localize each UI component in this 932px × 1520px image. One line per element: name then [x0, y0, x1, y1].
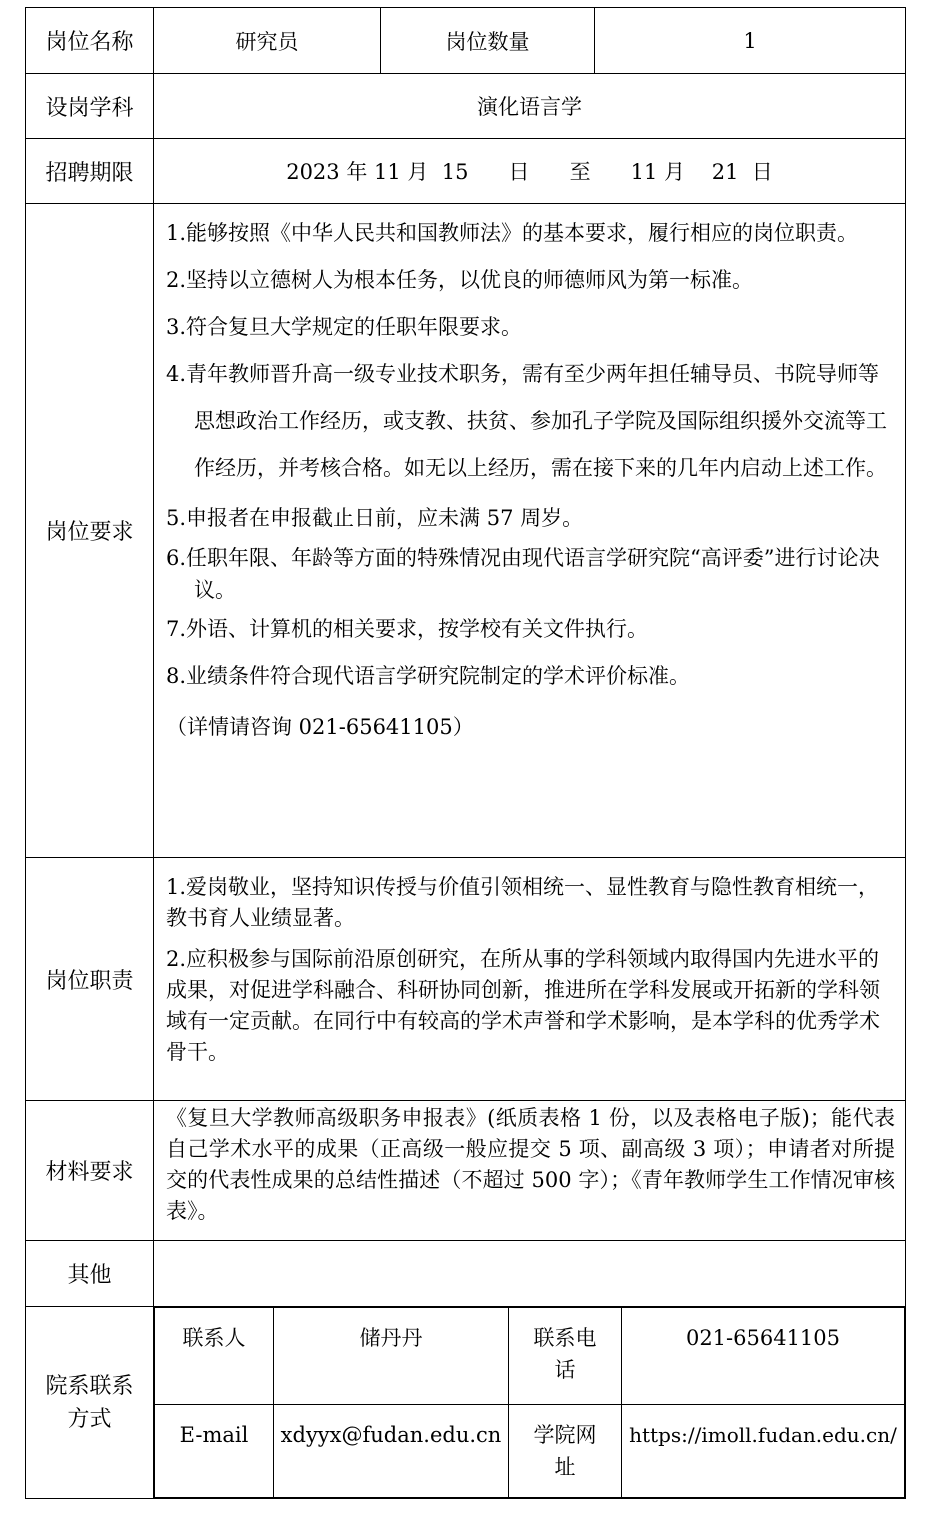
other-label: 其他 [26, 1241, 154, 1307]
contact-phone-label [509, 1308, 622, 1405]
requirement-item: 4.青年教师晋升高一级专业技术职务，需有至少两年担任辅导员、书院导师等思想政治工作经历，或支教、扶贫、参加孔子学院及国际组织援外交流等工作经历，并考核合格。如无以上经历，需在接下来的几年内启动上述工作。 [166, 362, 887, 480]
materials-label: 材料要求 [26, 1101, 154, 1241]
requirements-cell [154, 204, 906, 858]
requirement-item: 8.业绩条件符合现代语言学研究院制定的学术评价标准。 [166, 664, 691, 688]
materials-cell [154, 1101, 906, 1241]
other-value [154, 1241, 906, 1307]
discipline-value: 演化语言学 [154, 74, 906, 139]
position-count-value: 1 [595, 8, 906, 74]
materials-text: 《复旦大学教师高级职务申报表》(纸质表格 1 份，以及表格电子版)；能代表自己学术水平的成果（正高级一般应提交 5 项、副高级 3 项）；申请者对所提交的代表性成果的总结性描述（不超过 500 字）；《青年教师学生工作情况审核表》。 [166, 1106, 895, 1223]
requirement-item: 7.外语、计算机的相关要求，按学校有关文件执行。 [166, 617, 649, 641]
requirement-item: 5.申报者在申报截止日前，应未满 57 周岁。 [166, 506, 584, 530]
contact-website-label [509, 1405, 622, 1498]
requirements-row [26, 204, 906, 858]
period-row [26, 139, 906, 204]
contact-website-label-text: 学院网址 [533, 1423, 597, 1479]
requirement-item: 1.能够按照《中华人民共和国教师法》的基本要求，履行相应的岗位职责。 [166, 221, 859, 245]
contact-table [154, 1307, 905, 1498]
other-row [26, 1241, 906, 1307]
requirements-note: （详情请咨询 021-65641105） [166, 715, 474, 739]
job-posting-form [25, 7, 906, 1499]
discipline-row [26, 74, 906, 139]
contact-phone-label-text: 联系电话 [533, 1326, 597, 1382]
contact-row-1 [155, 1308, 905, 1405]
contact-email-value[interactable]: xdyyx@fudan.edu.cn [274, 1405, 509, 1498]
position-count-label: 岗位数量 [381, 8, 595, 74]
materials-row [26, 1101, 906, 1241]
requirement-item: 2.坚持以立德树人为根本任务，以优良的师德师风为第一标准。 [166, 268, 754, 292]
position-name-value: 研究员 [154, 8, 381, 74]
contact-website-value[interactable]: https://imoll.fudan.edu.cn/ [622, 1405, 905, 1498]
period-label: 招聘期限 [26, 139, 154, 204]
contact-person-label: 联系人 [155, 1308, 274, 1405]
contact-email-label: E-mail [155, 1405, 274, 1498]
duty-item: 1.爱岗敬业，坚持知识传授与价值引领相统一、显性教育与隐性教育相统一，教书育人业绩显著。 [166, 875, 880, 930]
duties-cell [154, 858, 906, 1101]
position-name-label: 岗位名称 [26, 8, 154, 74]
duties-label: 岗位职责 [26, 858, 154, 1101]
contact-row-2 [155, 1405, 905, 1498]
requirement-item: 6.任职年限、年龄等方面的特殊情况由现代语言学研究院“高评委”进行讨论决议。 [166, 546, 880, 602]
contact-row [26, 1307, 906, 1499]
requirements-list [154, 204, 905, 758]
position-row [26, 8, 906, 74]
duty-item: 2.应积极参与国际前沿原创研究，在所从事的学科领域内取得国内先进水平的成果，对促进学科融合、科研协同创新，推进所在学科发展或开拓新的学科领域有一定贡献。在同行中有较高的学术声誉和学术影响，是本学科的优秀学术骨干。 [166, 947, 880, 1064]
period-value: 2023 年 11 月 15 日 至 11 月 21 日 [154, 139, 906, 204]
contact-cell [154, 1307, 906, 1499]
duties-list [154, 858, 905, 1082]
contact-label [26, 1307, 154, 1499]
contact-person-value: 储丹丹 [274, 1308, 509, 1405]
duties-row [26, 858, 906, 1101]
contact-phone-value: 021-65641105 [622, 1308, 905, 1405]
requirements-label: 岗位要求 [26, 204, 154, 858]
contact-label-text: 院系联系方式 [45, 1373, 134, 1432]
requirement-item: 3.符合复旦大学规定的任职年限要求。 [166, 315, 523, 339]
discipline-label: 设岗学科 [26, 74, 154, 139]
